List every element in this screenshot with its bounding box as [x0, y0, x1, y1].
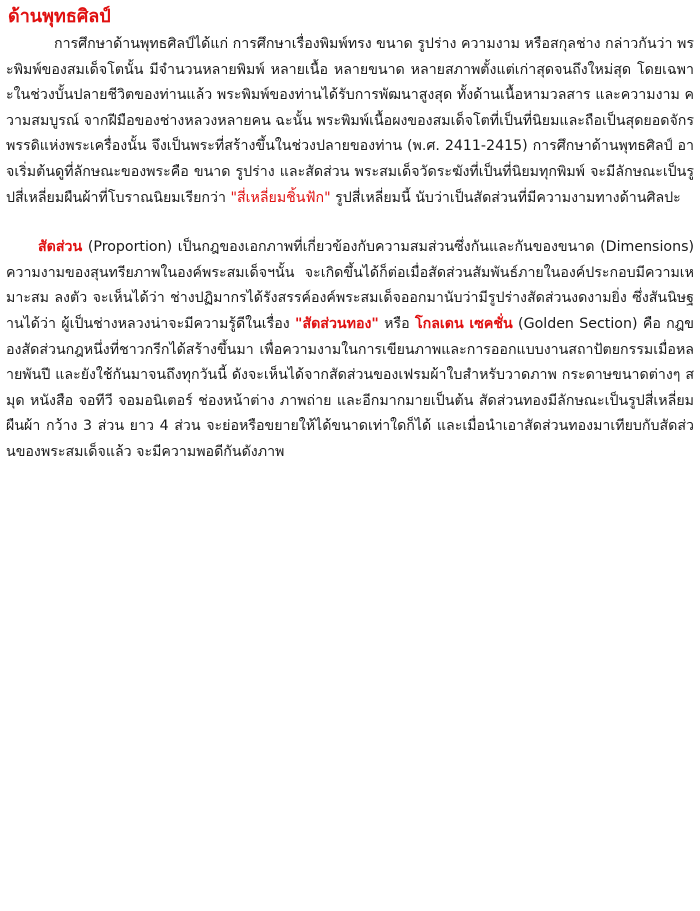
paragraph-proportion [6, 235, 694, 465]
paragraph-text: การศึกษาด้านพุทธศิลป์ได้แก่ การศึกษาเรื่องพิมพ์ทรง ขนาด รูปร่าง ความงาม หรือสกุลช่าง กล่าวกันว่า พระพิมพ์ของสมเด็จโตนั้น มีจำนวนหลายพิมพ์ หลายเนื้อ หลายขนาด หลายสภาพตั้งแต่เก่าสุดจนถึงใหม่สุด โดยเฉพาะในช่วงบั้นปลายชีวิตของท่านแล้ว พระพิมพ์ของท่านได้รับการพัฒนาสูงสุด ทั้งด้านเนื้อหามวลสาร และความงาม ความสมบูรณ์ จากฝีมือของช่างหลวงหลายคน ฉะนั้น พระพิมพ์เนื้อผงของสมเด็จโตที่เป็นที่นิยมและถือเป็นสุดยอดจักรพรรดิแห่งพระเครื่องนั้น จึงเป็นพระที่สร้างขึ้นในช่วงปลายของท่าน (พ.ศ. 2411-2415) การศึกษาด้านพุทธศิลป์ อาจเริ่มต้นดูที่ลักษณะของพระคือ ขนาด รูปร่าง และสัดส่วน พระสมเด็จวัดระฆังที่เป็นที่นิยมทุกพิมพ์ จะมีลักษณะเป็นรูปสี่เหลี่ยมผืนผ้าที่โบราณนิยมเรียกว่า [6, 36, 694, 206]
highlight-term-golden-ratio: "สัดส่วนทอง" [295, 315, 379, 332]
paragraph-text: (Proportion) เป็นกฎของเอกภาพที่เกี่ยวข้องกับความสมส่วนซึ่งกันและกันของขนาด (Dimensions) ความงามของสุนทรียภาพในองค์พระสมเด็จฯนั้น จะเกิดขึ้นได้ก็ต่อเมื่อสัดส่วนสัมพันธ์ภายในองค์ประกอบมีความเหมาะสม ลงตัว จะเห็นได้ว่า ช่างปฏิมากรได้รังสรรค์องค์พระสมเด็จออกมานับว่ามีรูปร่างสัดส่วนงดงามยิ่ง ซึ่งสันนิษฐานได้ว่า ผู้เป็นช่างหลวงน่าจะมีความรู้ดีในเรื่อง [6, 239, 694, 332]
paragraph-buddhist-art [6, 32, 694, 211]
lead-term-proportion: สัดส่วน [38, 239, 83, 256]
section-heading: ด้านพุทธศิลป์ [8, 6, 111, 27]
paragraph-text: (Golden Section) คือ กฎของสัดส่วนกฎหนึ่งที่ชาวกรีกได้สร้างขึ้นมา เพื่อความงามในการเขียนภาพและการออกแบบงานสถาปัตยกรรมเมื่อหลายพันปี และยังใช้กันมาจนถึงทุกวันนี้ ดังจะเห็นได้จากสัดส่วนของเฟรมผ้าใบสำหรับวาดภาพ กระดาษขนาดต่างๆ สมุด หนังสือ จอทีวี จอมอนิเตอร์ ช่องหน้าต่าง ภาพถ่าย และอีกมากมายเป็นต้น สัดส่วนทองมีลักษณะเป็นรูปสี่เหลี่ยมผืนผ้า กว้าง 3 ส่วน ยาว 4 ส่วน จะย่อหรือขยายให้ได้ขนาดเท่าใดก็ได้ และเมื่อนำเอาสัดส่วนทองมาเทียบกับสัดส่วนของพระสมเด็จแล้ว จะมีความพอดีกันดังภาพ [6, 315, 694, 460]
paragraph-text: หรือ [378, 315, 415, 332]
highlight-term-square-shape: "สี่เหลี่ยมชิ้นฟัก" [230, 189, 331, 206]
paragraph-text: รูปสี่เหลี่ยมนี้ นับว่าเป็นสัดส่วนที่มีความงามทางด้านศิลปะ [330, 189, 681, 206]
highlight-term-golden-section: โกลเดน เซคชั่น [414, 315, 513, 332]
